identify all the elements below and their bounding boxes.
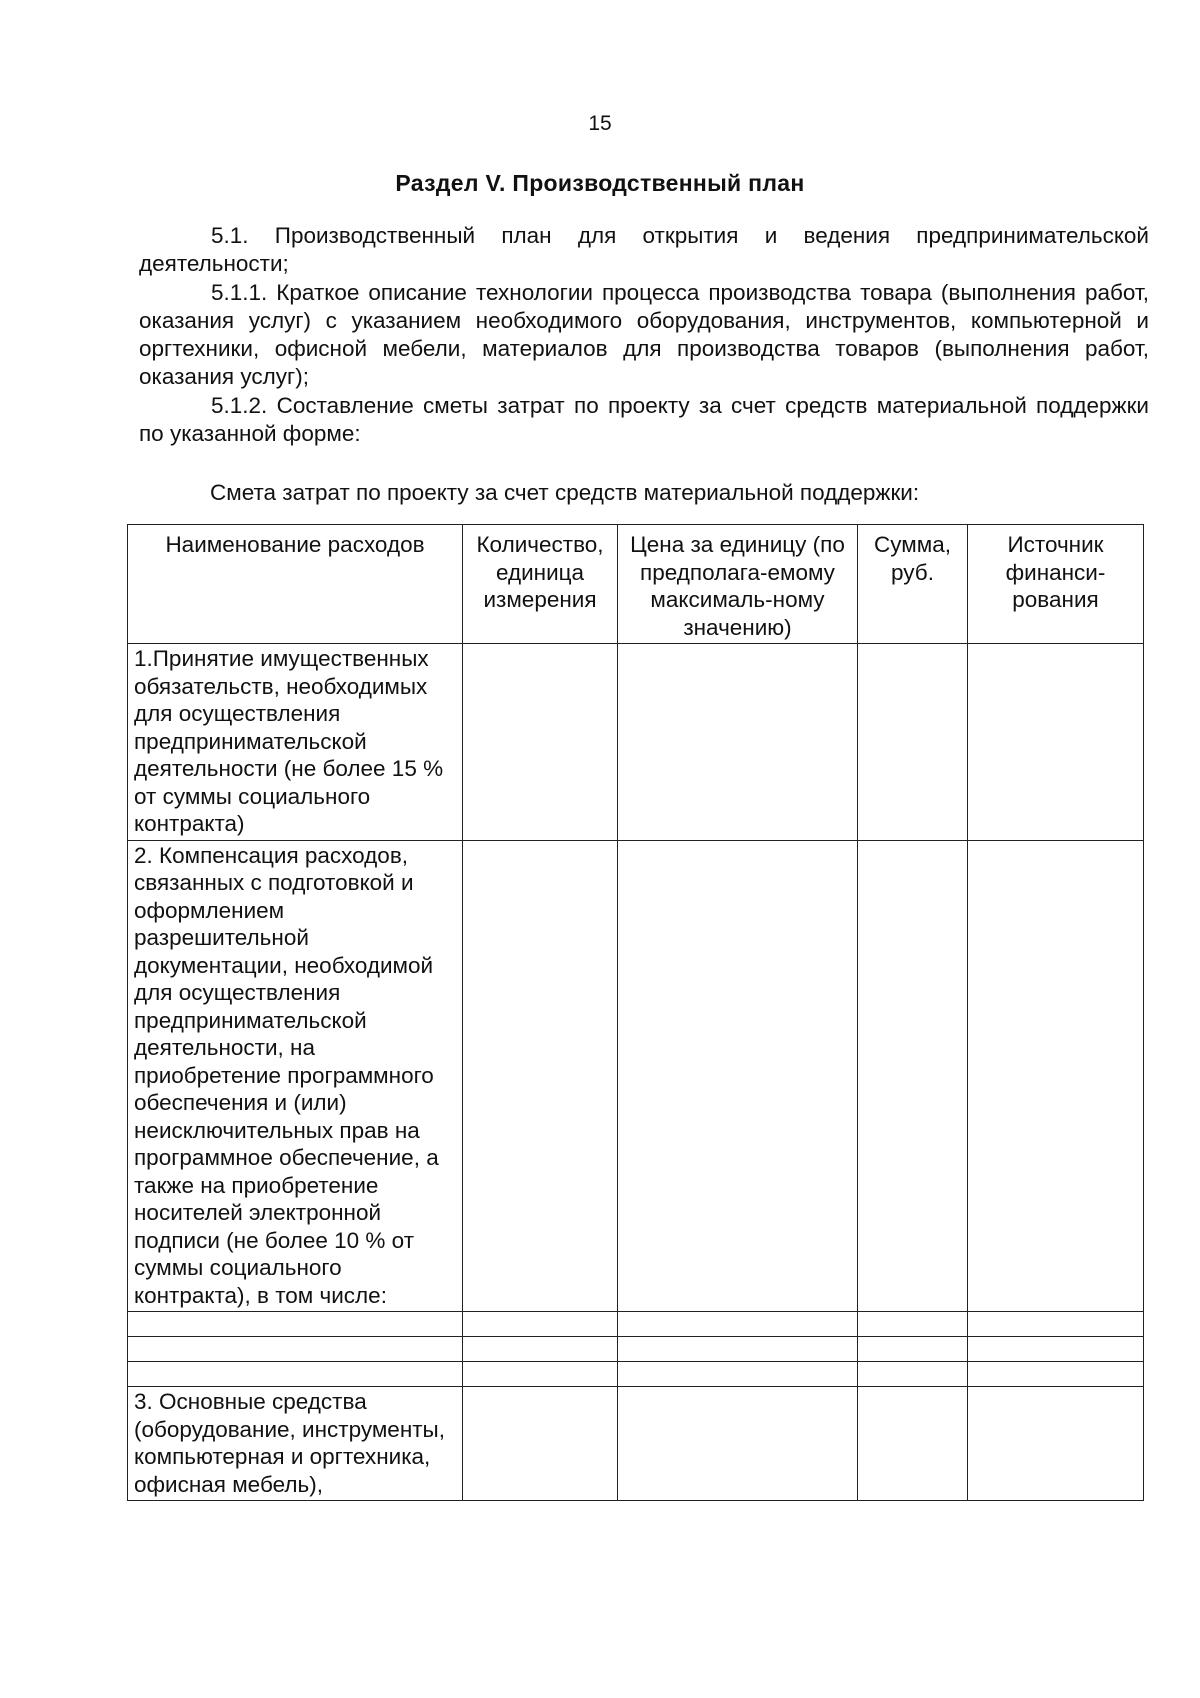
- header-expense-name: Наименование расходов: [128, 525, 463, 644]
- paragraph-5-1-text: 5.1. Производственный план для открытия и ведения предпринимательской деятельности;: [139, 223, 1149, 276]
- cost-estimate-table: [127, 524, 1144, 1501]
- table-row-blank: [128, 1312, 1144, 1337]
- table-row-blank: [128, 1337, 1144, 1362]
- blank-cell[interactable]: [128, 1337, 463, 1362]
- table-caption: Смета затрат по проекту за счет средств материальной поддержки:: [210, 480, 920, 505]
- row-3-source[interactable]: [968, 1387, 1144, 1501]
- table-header-row: [128, 525, 1144, 644]
- table-row-blank: [128, 1362, 1144, 1387]
- row-1-source[interactable]: [968, 644, 1144, 841]
- row-3-sum[interactable]: [858, 1387, 968, 1501]
- blank-cell[interactable]: [128, 1312, 463, 1337]
- paragraph-5-1-1: [139, 279, 1149, 391]
- page-number: 15: [588, 112, 612, 135]
- paragraph-5-1-1-text: 5.1.1. Краткое описание технологии процесса производства товара (выполнения работ, оказания услуг) с указанием необходимого оборудования, инструментов, компьютерной и оргтехники, офисной мебели, материалов для производства товаров (выполнения работ, оказания услуг);: [139, 280, 1149, 389]
- blank-cell[interactable]: [858, 1312, 968, 1337]
- paragraph-5-1-2-text: 5.1.2. Составление сметы затрат по проекту за счет средств материальной поддержки по указанной форме:: [139, 393, 1149, 446]
- row-2-source[interactable]: [968, 840, 1144, 1312]
- header-funding-source: Источник финанси-рования: [968, 525, 1144, 644]
- blank-cell[interactable]: [858, 1362, 968, 1387]
- blank-cell[interactable]: [618, 1337, 858, 1362]
- row-2-price[interactable]: [618, 840, 858, 1312]
- row-2-name: 2. Компенсация расходов, связанных с подготовкой и оформлением разрешительной документации, необходимой для осуществления предпринимательской деятельности, на приобретение программного обеспечения и (или) неисключительных прав на программное обеспечение, а также на приобретение носителей электронной подписи (не более 10 % от суммы социального контракта), в том числе:: [128, 840, 463, 1312]
- row-2-quantity[interactable]: [463, 840, 618, 1312]
- section-title: Раздел V. Производственный план: [395, 170, 805, 196]
- blank-cell[interactable]: [128, 1362, 463, 1387]
- blank-cell[interactable]: [463, 1337, 618, 1362]
- intro-text: [139, 222, 1149, 449]
- table-row: [128, 840, 1144, 1312]
- table-row: [128, 644, 1144, 841]
- header-quantity: Количество, единица измерения: [463, 525, 618, 644]
- blank-cell[interactable]: [618, 1362, 858, 1387]
- blank-cell[interactable]: [968, 1312, 1144, 1337]
- row-3-quantity[interactable]: [463, 1387, 618, 1501]
- row-1-price[interactable]: [618, 644, 858, 841]
- row-1-name: 1.Принятие имущественных обязательств, необходимых для осуществления предпринимательской деятельности (не более 15 % от суммы социального контракта): [128, 644, 463, 841]
- header-sum: Сумма, руб.: [858, 525, 968, 644]
- blank-cell[interactable]: [968, 1337, 1144, 1362]
- row-1-quantity[interactable]: [463, 644, 618, 841]
- row-2-sum[interactable]: [858, 840, 968, 1312]
- paragraph-5-1: [139, 222, 1149, 278]
- table-row: [128, 1387, 1144, 1501]
- blank-cell[interactable]: [463, 1362, 618, 1387]
- row-3-price[interactable]: [618, 1387, 858, 1501]
- blank-cell[interactable]: [968, 1362, 1144, 1387]
- row-1-sum[interactable]: [858, 644, 968, 841]
- blank-cell[interactable]: [463, 1312, 618, 1337]
- row-3-name: 3. Основные средства (оборудование, инструменты, компьютерная и оргтехника, офисная мебель),: [128, 1387, 463, 1501]
- blank-cell[interactable]: [618, 1312, 858, 1337]
- paragraph-5-1-2: [139, 392, 1149, 448]
- header-unit-price: Цена за единицу (по предполага-емому максималь-ному значению): [618, 525, 858, 644]
- blank-cell[interactable]: [858, 1337, 968, 1362]
